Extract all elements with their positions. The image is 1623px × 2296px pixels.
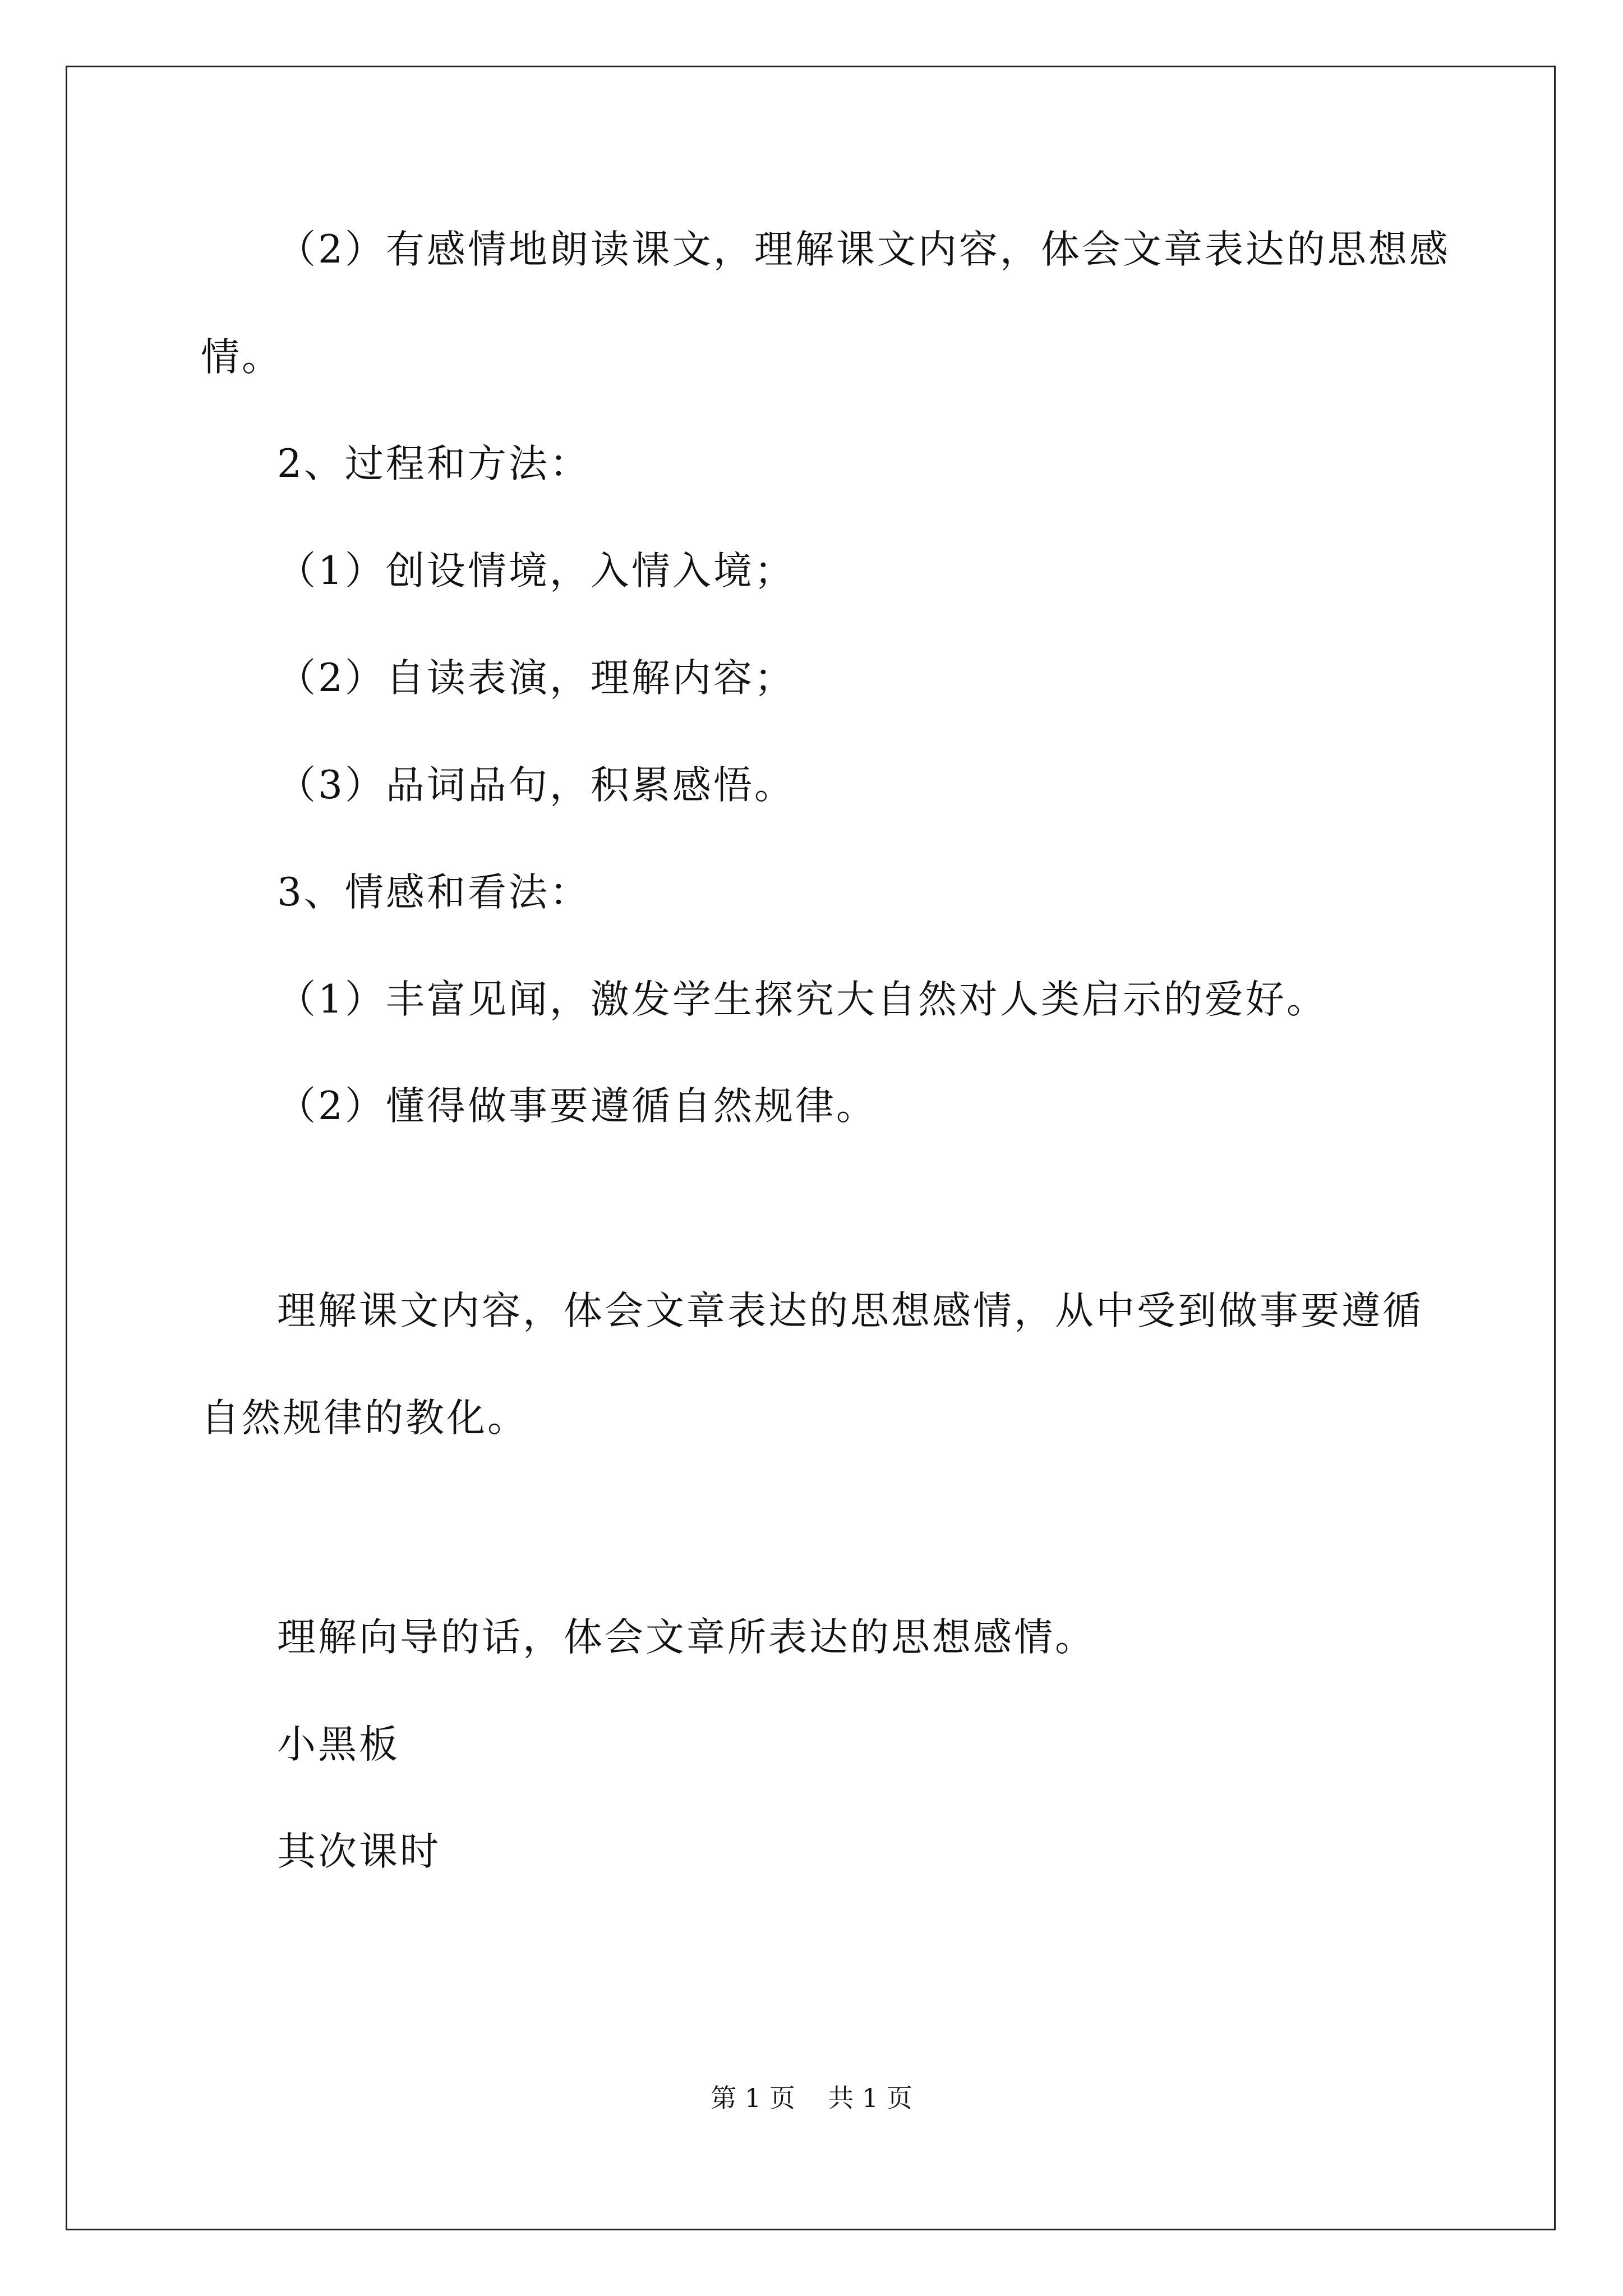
heading-process-and-method: 2、过程和方法： xyxy=(277,441,591,486)
process-item-2: （2）自读表演，理解内容； xyxy=(277,656,795,701)
process-item-3: （3）品词品句，积累感悟。 xyxy=(277,763,795,808)
process-item-1: （1）创设情境，入情入境； xyxy=(277,549,795,593)
key-point-line-2: 自然规律的教化。 xyxy=(201,1396,528,1441)
page-number-footer: 第 1 页 共 1 页 xyxy=(711,2083,912,2113)
objective-2-2-line-2: 情。 xyxy=(201,335,283,380)
heading-emotion-and-attitude: 3、情感和看法： xyxy=(277,870,591,915)
difficulty-text: 理解向导的话，体会文章所表达的思想感情。 xyxy=(277,1615,1096,1660)
second-lesson-heading: 其次课时 xyxy=(277,1829,441,1874)
page-border xyxy=(66,66,1556,2230)
objective-2-2-line-1: （2）有感情地朗读课文，理解课文内容，体会文章表达的思想感 xyxy=(277,227,1450,272)
teaching-aid-text: 小黑板 xyxy=(277,1722,400,1767)
emotion-item-1: （1）丰富见闻，激发学生探究大自然对人类启示的爱好。 xyxy=(277,977,1327,1022)
key-point-line-1: 理解课文内容，体会文章表达的思想感情，从中受到做事要遵循 xyxy=(277,1289,1423,1333)
emotion-item-2: （2）懂得做事要遵循自然规律。 xyxy=(277,1084,877,1129)
